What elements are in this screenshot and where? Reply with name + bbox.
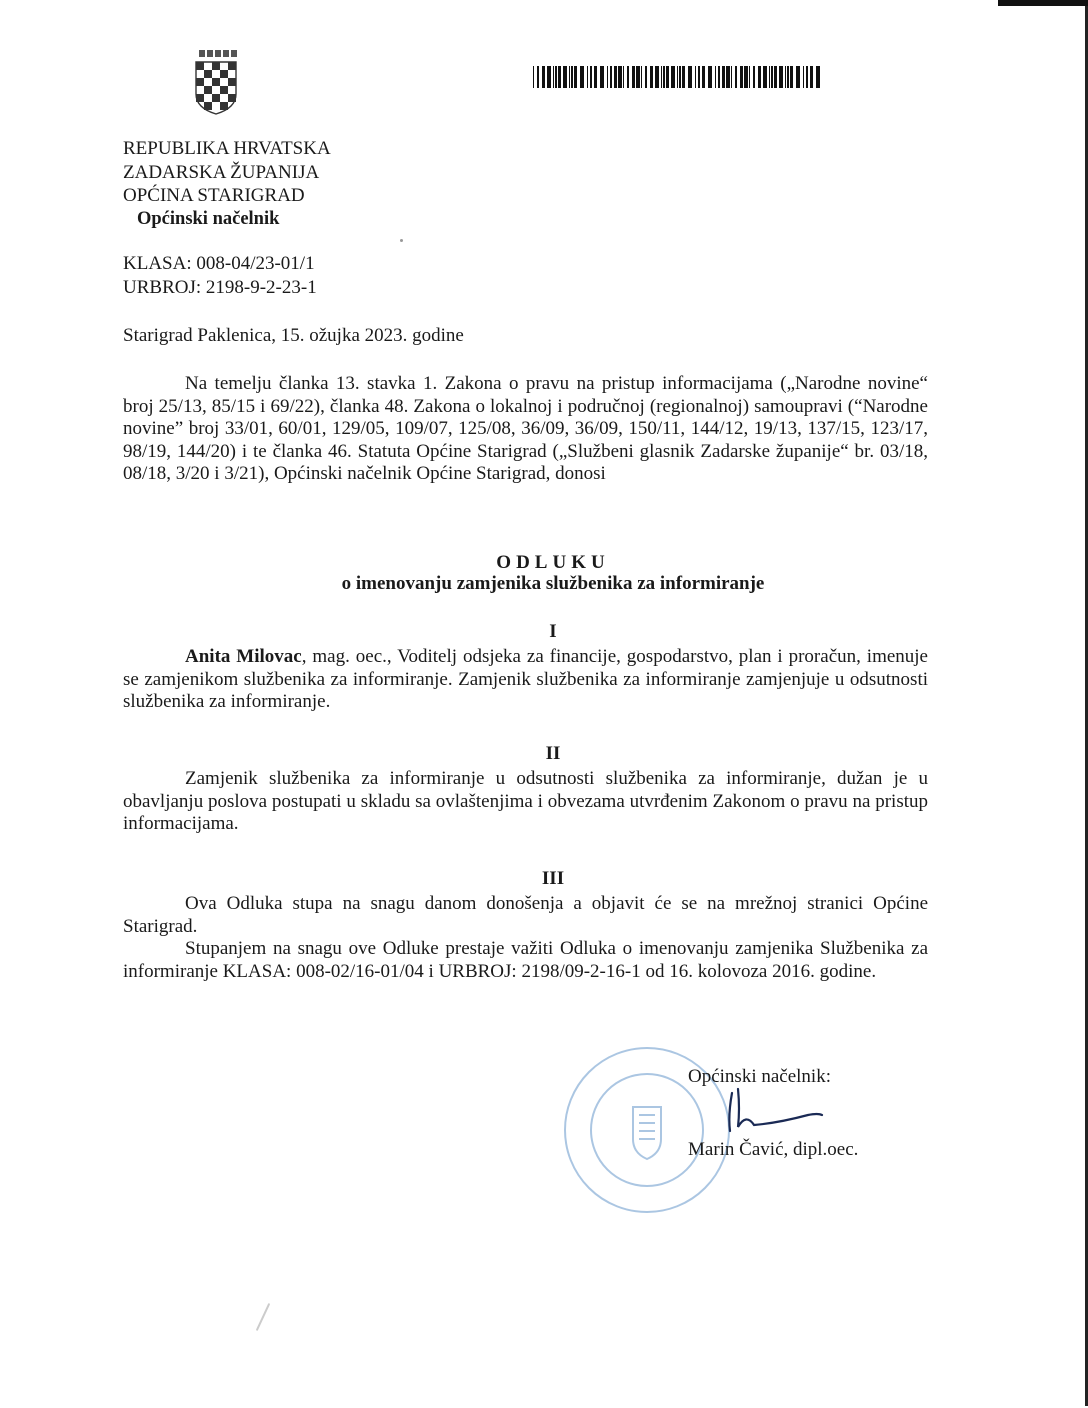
section-heading-3: III [541,868,565,889]
document-identifiers [123,252,317,300]
scan-speck [400,239,403,242]
appointee-name: Anita Milovac [185,646,302,667]
header-line-municipality: OPĆINA STARIGRAD [123,185,305,206]
legal-basis-paragraph: Na temelju članka 13. stavka 1. Zakona o pravu na pristup informacijama („Narodne novine“ broj 25/13, 85/15 i 69/22), članka 48. Zakona o lokalnoj i područnoj (regionalnoj) samoupravi (“Narodne novine” broj 33/01, 60/01, 129/05, 109/07, 125/08, 36/09, 36/09, 150/11, 144/12, 19/13, 137/15, 123/17, 98/19, 144/20) i te članka 46. Statuta Općine Starigrad („Službeni glasnik Zadarske županije“ br. 03/18, 08/18, 3/20 i 3/21), Općinski načelnik Općine Starigrad, donosi [123,373,928,485]
issuer-header [123,137,331,231]
section-1-text: , mag. oec., Voditelj odsjeka za financije, gospodarstvo, plan i proračun, imenuje se zamjenikom službenika za informiranje. Zamjenik službenika za informiranje zamjenjuje u odsutnosti službenika za informiranje. [123,646,928,713]
section-2-paragraph: Zamjenik službenika za informiranje u odsutnosti službenika za informiranje, dužan je u obavljanju poslova postupati u skladu sa ovlaštenjima i obvezama utvrđenim Zakonom o pravu na pristup informacijama. [123,768,928,835]
header-line-county: ZADARSKA ŽUPANIJA [123,161,320,183]
document-title: ODLUKU [496,552,610,573]
klasa-number: KLASA: 008-04/23-01/1 [123,253,315,274]
section-3-paragraph-2: Stupanjem na snagu ove Odluke prestaje važiti Odluka o imenovanju zamjenika Službenika za informiranje KLASA: 008-02/16-01/04 i URBROJ: 2198/09-2-16-1 od 16. kolovoza 2016. godine. [123,938,928,982]
section-3-paragraph-1: Ova Odluka stupa na snagu danom donošenja a objavit će se na mrežnoj stranici Općine Starigrad. [123,893,928,937]
document-subtitle: o imenovanju zamjenika službenika za informiranje [341,573,765,594]
signatory-name: Marin Čavić, dipl.oec. [688,1139,859,1160]
official-stamp-icon [555,1035,735,1225]
section-heading-2: II [545,743,561,764]
coat-of-arms-icon [193,50,239,116]
barcode-icon [533,66,823,88]
place-date: Starigrad Paklenica, 15. ožujka 2023. godine [123,325,464,346]
section-1-paragraph [123,646,928,714]
scan-edge-top [998,0,1088,6]
header-line-republic: REPUBLIKA HRVATSKA [123,138,331,159]
signatory-title: Općinski načelnik: [688,1066,831,1087]
handwritten-signature-icon [718,1085,828,1135]
section-heading-1: I [549,621,557,642]
header-line-office: Općinski načelnik [137,208,280,229]
scan-mark [256,1303,270,1331]
urbroj-number: URBROJ: 2198-9-2-23-1 [123,277,317,298]
